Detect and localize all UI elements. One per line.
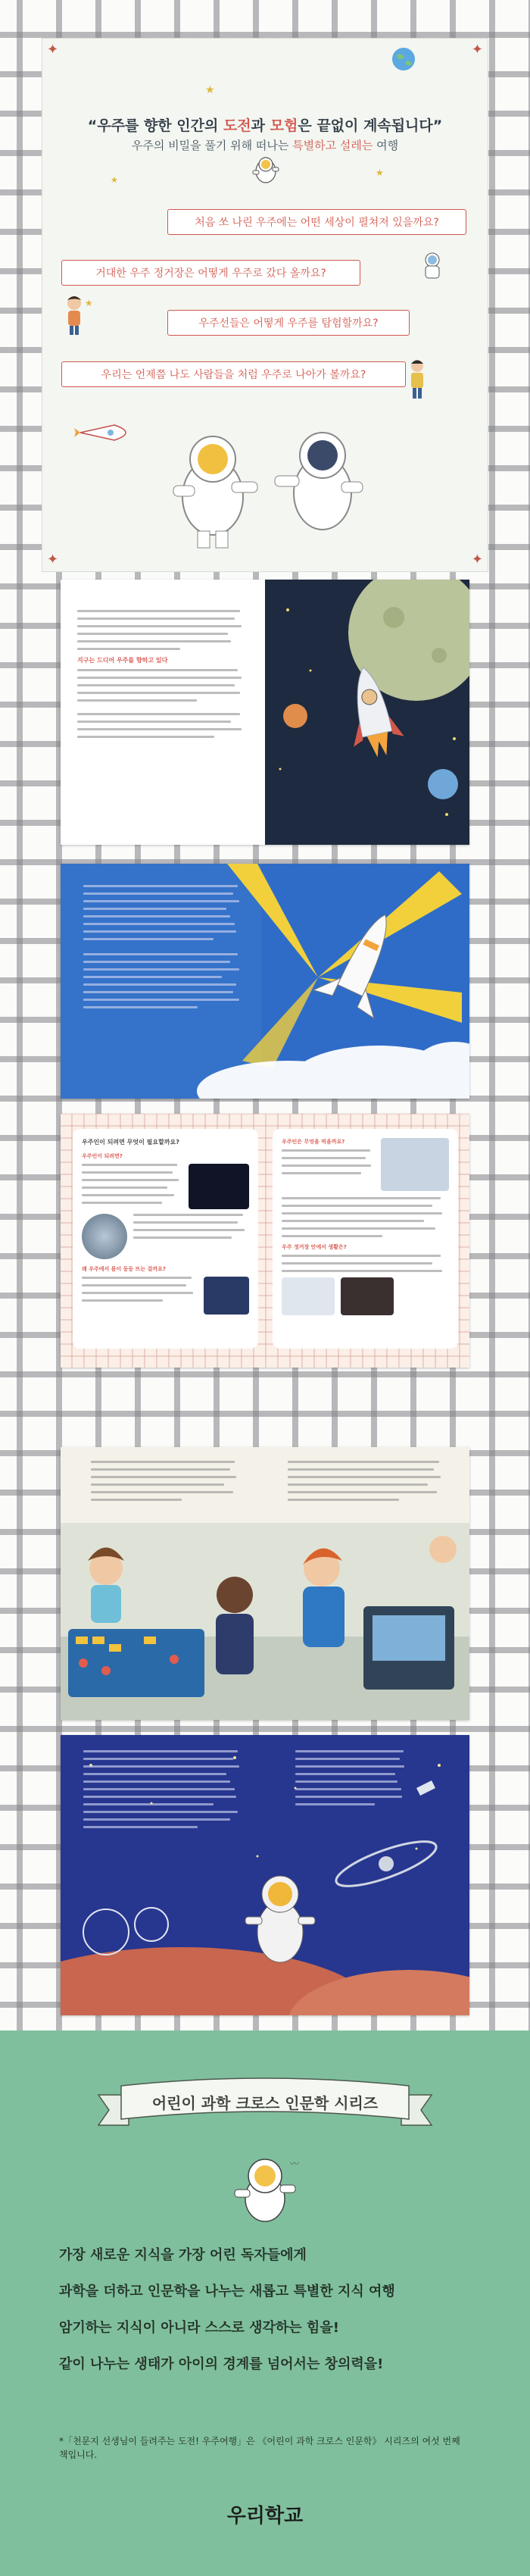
- spread-left-page: [61, 864, 469, 1099]
- sparkle-icon: ✦: [471, 42, 483, 58]
- star-icon: ★: [376, 167, 384, 178]
- spread-text-left: [83, 1750, 246, 1834]
- astronaut-icon: [226, 2152, 304, 2227]
- series-copy-line: 같이 나누는 생태가 아이의 경계를 넘어서는 창의력을!: [59, 2356, 384, 2372]
- book-spread-3: [61, 1114, 469, 1368]
- photo-earth: [204, 1277, 249, 1315]
- astronaut-icon: [247, 152, 285, 187]
- astronaut-small-icon: [417, 251, 447, 284]
- photo-planet: [82, 1214, 127, 1259]
- headline: “우주를 향한 인간의 도전과 모험은 끝없이 계속됩니다”: [87, 117, 443, 134]
- book-spread-2: [61, 864, 469, 1099]
- star-icon: ★: [111, 175, 118, 185]
- astronauts-illustration: [145, 414, 387, 550]
- series-copy-line: 암기하는 지식이 아니라 스스로 생각하는 힘을!: [59, 2320, 339, 2336]
- rocket-icon: [73, 417, 129, 448]
- question-box: 처음 쏘 나린 우주에는 어떤 세상이 펼쳐져 있을까요?: [167, 209, 466, 235]
- series-copy-line: 과학을 더하고 인문학을 나누는 새롭고 특별한 지식 여행: [59, 2284, 395, 2299]
- question-box: 우주선들은 어떻게 우주를 탐험할까요?: [167, 310, 410, 336]
- info-box-right: [273, 1129, 458, 1349]
- spread-left-page: [61, 580, 265, 845]
- space-station-crew-illustration: [61, 1523, 469, 1720]
- info-heading: 우주인이 되려면?: [82, 1153, 123, 1159]
- child-reading-icon: [402, 357, 432, 402]
- photo-glove: [282, 1277, 335, 1315]
- child-with-star-icon: [58, 292, 95, 338]
- book-spread-1: [61, 580, 469, 845]
- section-title: 지구는 드디어 우주를 향하고 있다: [77, 657, 168, 664]
- spread-right-page: [265, 580, 469, 845]
- info-box-left: [73, 1129, 258, 1349]
- info-heading: 우주 정거장 안에서 생활은?: [282, 1244, 347, 1250]
- star-icon: ★: [205, 84, 215, 96]
- spread-text-right: [295, 1750, 409, 1811]
- book-spread-5: [61, 1735, 469, 2015]
- sparkle-icon: ✦: [471, 552, 483, 567]
- svg-text:〰: 〰: [290, 2159, 300, 2169]
- info-heading: 왜 우주에서 몸이 둥둥 뜨는 걸까요?: [82, 1266, 166, 1272]
- photo-astronaut: [189, 1164, 249, 1209]
- sparkle-icon: ✦: [47, 42, 59, 58]
- photo-person: [341, 1277, 394, 1315]
- spread-text-left: [91, 1461, 242, 1506]
- publisher-logo: 우리학교: [226, 2505, 304, 2528]
- rocket-illustration: [265, 580, 469, 845]
- spread-text-right: [288, 1461, 447, 1506]
- question-box: 거대한 우주 정거장은 어떻게 우주로 갔다 올까요?: [61, 260, 360, 286]
- series-note: *「천문지 선생님이 들려주는 도전! 우주여행」은 《어린이 과학 크로스 인문학》 시리즈의 여섯 번째 책입니다.: [59, 2436, 460, 2460]
- book-spread-4: [61, 1447, 469, 1720]
- photo-space-station: [381, 1138, 449, 1191]
- series-section: [0, 2030, 530, 2576]
- svg-text:★: ★: [85, 298, 93, 308]
- sparkle-icon: ✦: [47, 552, 59, 567]
- series-copy-line: 가장 새로운 지식을 가장 어린 독자들에게: [59, 2247, 307, 2263]
- info-heading: 우주인은 무엇을 먹을까요?: [282, 1139, 345, 1145]
- intro-card: [42, 38, 488, 572]
- question-box: 우리는 언제쯤 나도 사람들을 처럼 우주로 나아가 볼까요?: [61, 361, 406, 387]
- info-box-title: 우주인이 되려면 무엇이 필요할까요?: [82, 1139, 179, 1146]
- earth-icon: [391, 46, 416, 72]
- series-banner-title: 어린이 과학 크로스 인문학 시리즈: [151, 2094, 379, 2112]
- subheadline: 우주의 비밀을 풀기 위해 떠나는 특별하고 설레는 여행: [131, 139, 399, 152]
